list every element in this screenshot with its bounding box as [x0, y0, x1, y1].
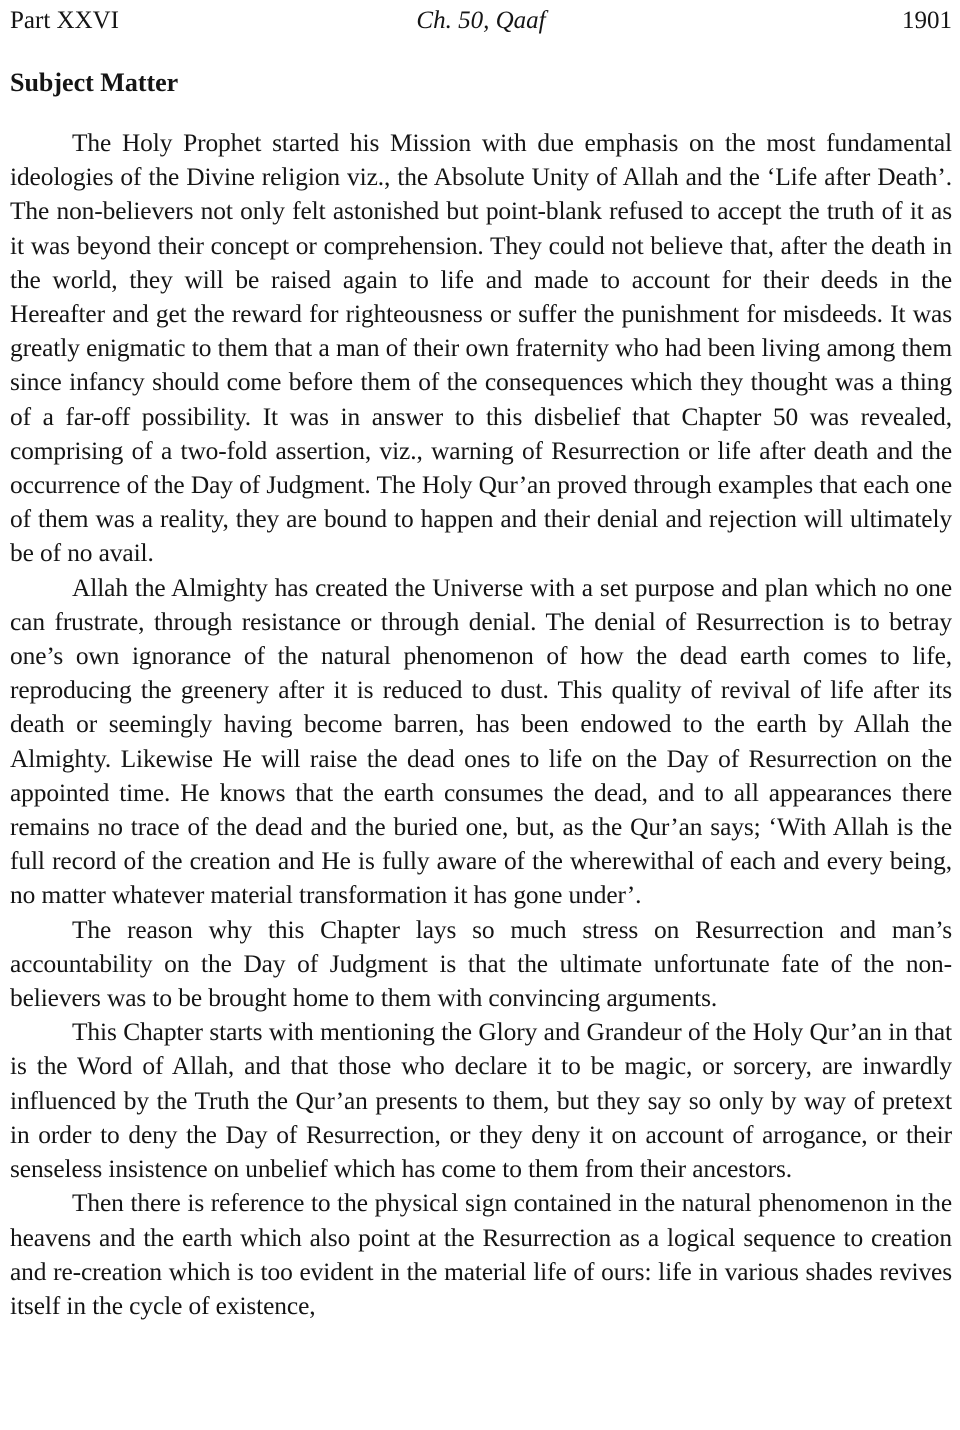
page-number: 1901	[902, 7, 952, 34]
paragraph-5: Then there is reference to the physical sign contained in the natural phenomenon in the heavens and the earth which also point at the Resurrection as a logical sequence to creation and re-creation which is too evident in the material life of ours: life in various shades revives itself in the cycle of existence,	[10, 1189, 952, 1320]
paragraph-3: The reason why this Chapter lays so much stress on Resurrection and man’s accountability on the Day of Judgment is that the ultimate unfortunate fate of the non-believers was to be brought home to them with convincing arguments.	[10, 915, 952, 1013]
chapter-title: Ch. 50, Qaaf	[416, 7, 546, 34]
book-page	[10, 4, 952, 1323]
body-text	[10, 126, 952, 1323]
part-label: Part XXVI	[10, 7, 120, 34]
section-heading: Subject Matter	[10, 68, 179, 97]
paragraph-1: The Holy Prophet started his Mission with due emphasis on the most fundamental ideologies of the Divine religion viz., the Absolute Unity of Allah and the ‘Life after Death’. The non-believers not only felt astonished but point-blank refused to accept the truth of it as it was beyond their concept or comprehension. They could not believe that, after the death in the world, they will be raised again to life and made to account for their deeds in the Hereafter and get the reward for righteousness or suffer the punishment for misdeeds. It was greatly enigmatic to them that a man of their own fraternity who had been living among them since infancy should come before them of the consequences which they thought was a thing of a far-off possibility. It was in answer to this disbelief that Chapter 50 was revealed, comprising of a two-fold assertion, viz., warning of Resurrection or life after death and the occurrence of the Day of Judgment. The Holy Qur’an proved through examples that each one of them was a reality, they are bound to happen and their denial and rejection will ultimately be of no avail.	[10, 129, 952, 568]
paragraph-2: Allah the Almighty has created the Universe with a set purpose and plan which no one can frustrate, through resistance or through denial. The denial of Resurrection is to betray one’s own ignorance of the natural phenomenon of how the dead earth comes to life, reproducing the greenery after it is reduced to dust. This quality of revival of life after its death or seemingly having become barren, has been endowed to the earth by Allah the Almighty. Likewise He will raise the dead ones to life on the Day of Resurrection on the appointed time. He knows that the earth consumes the dead, and to all appearances there remains no trace of the dead and the buried one, but, as the Qur’an says; ‘With Allah is the full record of the creation and He is fully aware of the wherewithal of each and every being, no matter whatever material transformation it has gone under’.	[10, 573, 952, 910]
paragraph-4: This Chapter starts with mentioning the Glory and Grandeur of the Holy Qur’an in that is the Word of Allah, and that those who declare it to be magic, or sorcery, are inwardly influenced by the Truth the Qur’an presents to them, but they say so only by way of pretext in order to deny the Day of Resurrection, or they deny it on account of arrogance, or their senseless insistence on unbelief which has come to them from their ancestors.	[10, 1018, 952, 1184]
running-header	[10, 4, 952, 38]
